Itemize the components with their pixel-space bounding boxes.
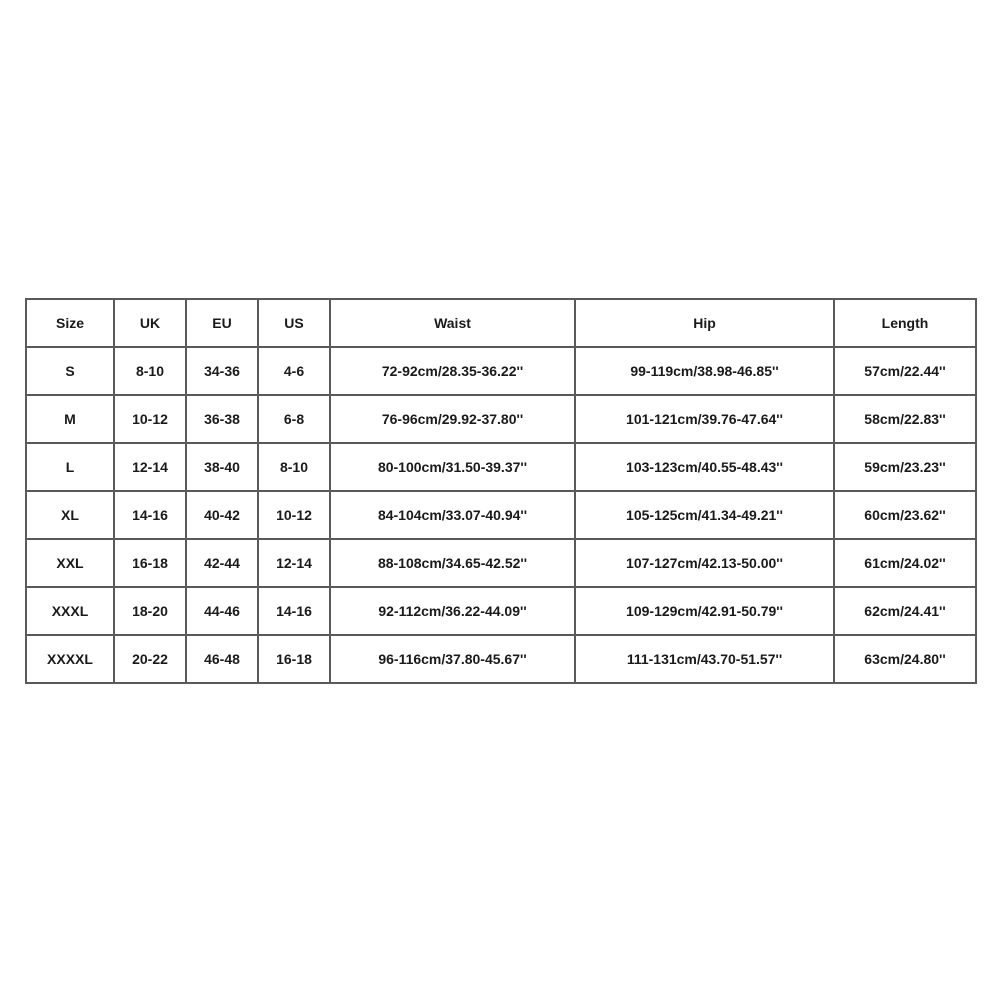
eu-cell: 44-46 [186, 587, 258, 635]
us-cell: 12-14 [258, 539, 330, 587]
hip-cell: 99-119cm/38.98-46.85'' [575, 347, 834, 395]
waist-cell: 72-92cm/28.35-36.22'' [330, 347, 575, 395]
length-cell: 61cm/24.02'' [834, 539, 976, 587]
uk-cell: 12-14 [114, 443, 186, 491]
size-cell: XL [26, 491, 114, 539]
eu-cell: 46-48 [186, 635, 258, 683]
length-cell: 57cm/22.44'' [834, 347, 976, 395]
waist-cell: 88-108cm/34.65-42.52'' [330, 539, 575, 587]
header-cell-waist: Waist [330, 299, 575, 347]
eu-cell: 38-40 [186, 443, 258, 491]
size-cell: XXXL [26, 587, 114, 635]
us-cell: 16-18 [258, 635, 330, 683]
size-cell: L [26, 443, 114, 491]
length-cell: 58cm/22.83'' [834, 395, 976, 443]
uk-cell: 8-10 [114, 347, 186, 395]
table-row [26, 443, 976, 491]
us-cell: 10-12 [258, 491, 330, 539]
hip-cell: 109-129cm/42.91-50.79'' [575, 587, 834, 635]
length-cell: 59cm/23.23'' [834, 443, 976, 491]
uk-cell: 20-22 [114, 635, 186, 683]
table-row [26, 539, 976, 587]
header-cell-length: Length [834, 299, 976, 347]
header-cell-uk: UK [114, 299, 186, 347]
us-cell: 4-6 [258, 347, 330, 395]
hip-cell: 107-127cm/42.13-50.00'' [575, 539, 834, 587]
table-row [26, 395, 976, 443]
eu-cell: 36-38 [186, 395, 258, 443]
header-cell-size: Size [26, 299, 114, 347]
length-cell: 63cm/24.80'' [834, 635, 976, 683]
length-cell: 62cm/24.41'' [834, 587, 976, 635]
us-cell: 14-16 [258, 587, 330, 635]
waist-cell: 84-104cm/33.07-40.94'' [330, 491, 575, 539]
length-cell: 60cm/23.62'' [834, 491, 976, 539]
header-cell-hip: Hip [575, 299, 834, 347]
table-row [26, 347, 976, 395]
hip-cell: 103-123cm/40.55-48.43'' [575, 443, 834, 491]
size-cell: M [26, 395, 114, 443]
uk-cell: 16-18 [114, 539, 186, 587]
size-chart-table [25, 298, 977, 684]
waist-cell: 92-112cm/36.22-44.09'' [330, 587, 575, 635]
hip-cell: 105-125cm/41.34-49.21'' [575, 491, 834, 539]
table-row [26, 491, 976, 539]
waist-cell: 80-100cm/31.50-39.37'' [330, 443, 575, 491]
uk-cell: 18-20 [114, 587, 186, 635]
eu-cell: 40-42 [186, 491, 258, 539]
eu-cell: 42-44 [186, 539, 258, 587]
size-cell: S [26, 347, 114, 395]
hip-cell: 101-121cm/39.76-47.64'' [575, 395, 834, 443]
header-row [26, 299, 976, 347]
header-cell-eu: EU [186, 299, 258, 347]
table-row [26, 635, 976, 683]
us-cell: 6-8 [258, 395, 330, 443]
us-cell: 8-10 [258, 443, 330, 491]
eu-cell: 34-36 [186, 347, 258, 395]
table-row [26, 587, 976, 635]
waist-cell: 96-116cm/37.80-45.67'' [330, 635, 575, 683]
hip-cell: 111-131cm/43.70-51.57'' [575, 635, 834, 683]
size-cell: XXL [26, 539, 114, 587]
header-cell-us: US [258, 299, 330, 347]
waist-cell: 76-96cm/29.92-37.80'' [330, 395, 575, 443]
uk-cell: 14-16 [114, 491, 186, 539]
size-cell: XXXXL [26, 635, 114, 683]
uk-cell: 10-12 [114, 395, 186, 443]
